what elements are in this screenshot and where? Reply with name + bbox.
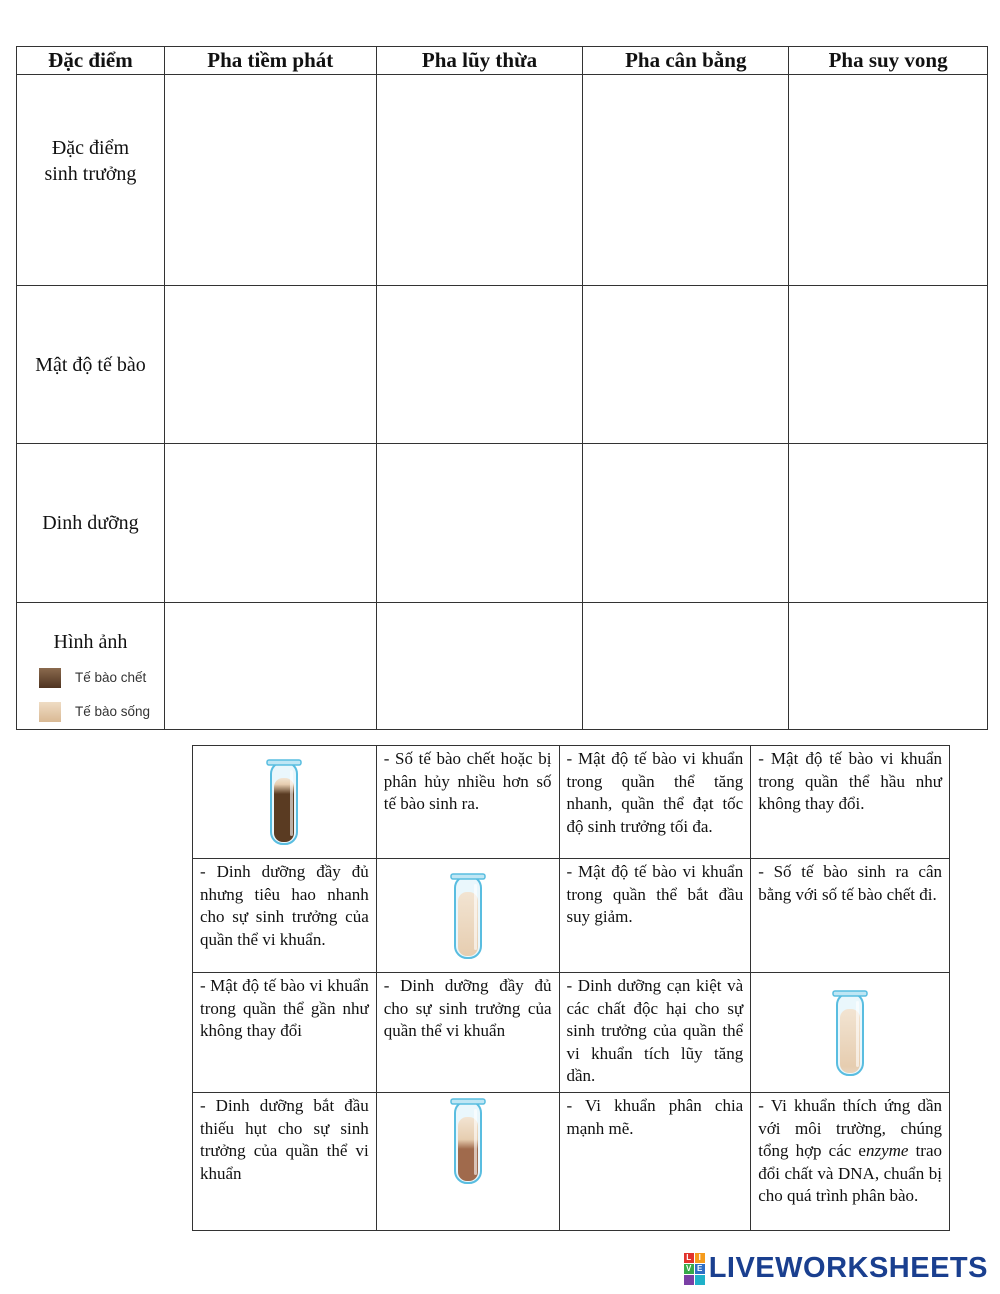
card-text: trao đổi chất và DNA, chuẩn bị cho quá trình phân bào. bbox=[758, 1141, 942, 1205]
card-tube-mixed[interactable] bbox=[376, 1093, 559, 1231]
drop-zone[interactable] bbox=[789, 444, 988, 603]
card-text-italic: nzyme bbox=[865, 1141, 909, 1160]
test-tube-light-icon bbox=[830, 987, 870, 1079]
drop-zone[interactable] bbox=[583, 75, 789, 286]
icon-letter bbox=[684, 1275, 694, 1285]
row-dinh-duong bbox=[17, 444, 988, 603]
card-r4c3[interactable]: - Vi khuẩn phân chia mạnh mẽ. bbox=[559, 1093, 751, 1231]
card-table bbox=[192, 745, 950, 1231]
main-table bbox=[16, 46, 988, 730]
card-row bbox=[193, 746, 950, 859]
row-label-hinh-anh bbox=[17, 603, 165, 730]
tube-rim bbox=[451, 1099, 485, 1104]
drop-zone[interactable] bbox=[164, 603, 376, 730]
liveworksheets-logo bbox=[684, 1252, 988, 1285]
header-pha-suy-vong: Pha suy vong bbox=[789, 47, 988, 75]
card-tube-clear[interactable] bbox=[376, 859, 559, 973]
card-r4c4[interactable] bbox=[751, 1093, 950, 1231]
test-tube-dead-icon bbox=[264, 756, 304, 848]
drop-zone[interactable] bbox=[376, 444, 583, 603]
header-dac-diem: Đặc điểm bbox=[17, 47, 165, 75]
card-row bbox=[193, 1093, 950, 1231]
legend-live bbox=[39, 699, 150, 725]
tube-shine bbox=[290, 770, 293, 836]
legend-live-label: Tế bào sống bbox=[75, 704, 151, 719]
card-tube-light[interactable] bbox=[751, 973, 950, 1093]
drop-zone[interactable] bbox=[583, 286, 789, 444]
tube-rim bbox=[833, 991, 867, 996]
drop-zone[interactable] bbox=[789, 75, 988, 286]
test-tube-clear-icon bbox=[448, 870, 488, 962]
card-r3c2[interactable]: - Dinh dưỡng đầy đủ cho sự sinh trưởng của quần thể vi khuẩn bbox=[376, 973, 559, 1093]
header-pha-luy-thua: Pha lũy thừa bbox=[376, 47, 583, 75]
card-tube-dead[interactable] bbox=[193, 746, 377, 859]
card-row bbox=[193, 859, 950, 973]
header-pha-tiem-phat: Pha tiềm phát bbox=[164, 47, 376, 75]
icon-letter bbox=[695, 1275, 705, 1285]
row-label-dinh-duong: Dinh dưỡng bbox=[17, 444, 165, 603]
card-r3c3[interactable]: - Dinh dưỡng cạn kiệt và các chất độc hại cho sự sinh trưởng của quần thể vi khuẩn tích lũy tăng dần. bbox=[559, 973, 751, 1093]
card-text: - Vi khuẩn thích ứng dần với môi trường, chúng tổng hợp các e bbox=[758, 1096, 942, 1160]
row-label-line: Đặc điểm bbox=[51, 137, 130, 159]
drop-zone[interactable] bbox=[583, 444, 789, 603]
legend-dead-label: Tế bào chết bbox=[75, 670, 147, 685]
liveworksheets-icon bbox=[684, 1253, 705, 1285]
row-label-line: Hình ảnh bbox=[53, 631, 128, 653]
card-r2c3[interactable]: - Mật độ tế bào vi khuẩn trong quần thể bắt đầu suy giảm. bbox=[559, 859, 751, 973]
legend-dead bbox=[39, 665, 146, 691]
card-r3c1[interactable]: - Mật độ tế bào vi khuẩn trong quần thể gần như không thay đổi bbox=[193, 973, 377, 1093]
card-r4c1[interactable]: - Dinh dưỡng bắt đầu thiếu hụt cho sự sinh trưởng của quần thể vi khuẩn bbox=[193, 1093, 377, 1231]
liveworksheets-wordmark: LIVEWORKSHEETS bbox=[708, 1252, 988, 1284]
row-label-mat-do: Mật độ tế bào bbox=[17, 286, 165, 444]
test-tube-mixed-icon bbox=[448, 1095, 488, 1187]
drop-zone[interactable] bbox=[376, 75, 583, 286]
card-r1c2[interactable]: - Số tế bào chết hoặc bị phân hủy nhiều hơn số tế bào sinh ra. bbox=[376, 746, 559, 859]
icon-letter: E bbox=[695, 1264, 705, 1274]
row-hinh-anh bbox=[17, 603, 988, 730]
card-r1c3[interactable]: - Mật độ tế bào vi khuẩn trong quần thể tăng nhanh, quần thể đạt tốc độ sinh trưởng tối đa. bbox=[559, 746, 751, 859]
drop-zone[interactable] bbox=[789, 603, 988, 730]
tube-rim bbox=[451, 874, 485, 879]
dead-swatch bbox=[39, 668, 61, 688]
drop-zone[interactable] bbox=[583, 603, 789, 730]
row-label-line: sinh trưởng bbox=[44, 163, 137, 185]
header-row bbox=[17, 47, 988, 75]
header-pha-can-bang: Pha cân bằng bbox=[583, 47, 789, 75]
tube-shine bbox=[474, 884, 477, 950]
card-r2c1[interactable]: - Dinh dưỡng đầy đủ nhưng tiêu hao nhanh cho sự sinh trưởng của quần thể vi khuẩn. bbox=[193, 859, 377, 973]
drop-zone[interactable] bbox=[164, 286, 376, 444]
legend bbox=[17, 661, 164, 729]
drop-zone[interactable] bbox=[164, 444, 376, 603]
row-label-sinh-truong bbox=[17, 75, 165, 286]
card-r2c4[interactable]: - Số tế bào sinh ra cân bằng với số tế bào chết đi. bbox=[751, 859, 950, 973]
drop-zone[interactable] bbox=[164, 75, 376, 286]
row-mat-do bbox=[17, 286, 988, 444]
icon-letter: I bbox=[695, 1253, 705, 1263]
tube-rim bbox=[267, 760, 301, 765]
card-row bbox=[193, 973, 950, 1093]
live-swatch bbox=[39, 702, 61, 722]
drop-zone[interactable] bbox=[789, 286, 988, 444]
card-r1c4[interactable]: - Mật độ tế bào vi khuẩn trong quần thể hầu như không thay đổi. bbox=[751, 746, 950, 859]
icon-letter: V bbox=[684, 1264, 694, 1274]
tube-shine bbox=[474, 1109, 477, 1175]
row-sinh-truong bbox=[17, 75, 988, 286]
drop-zone[interactable] bbox=[376, 603, 583, 730]
drop-zone[interactable] bbox=[376, 286, 583, 444]
icon-letter: L bbox=[684, 1253, 694, 1263]
tube-shine bbox=[856, 1001, 859, 1067]
